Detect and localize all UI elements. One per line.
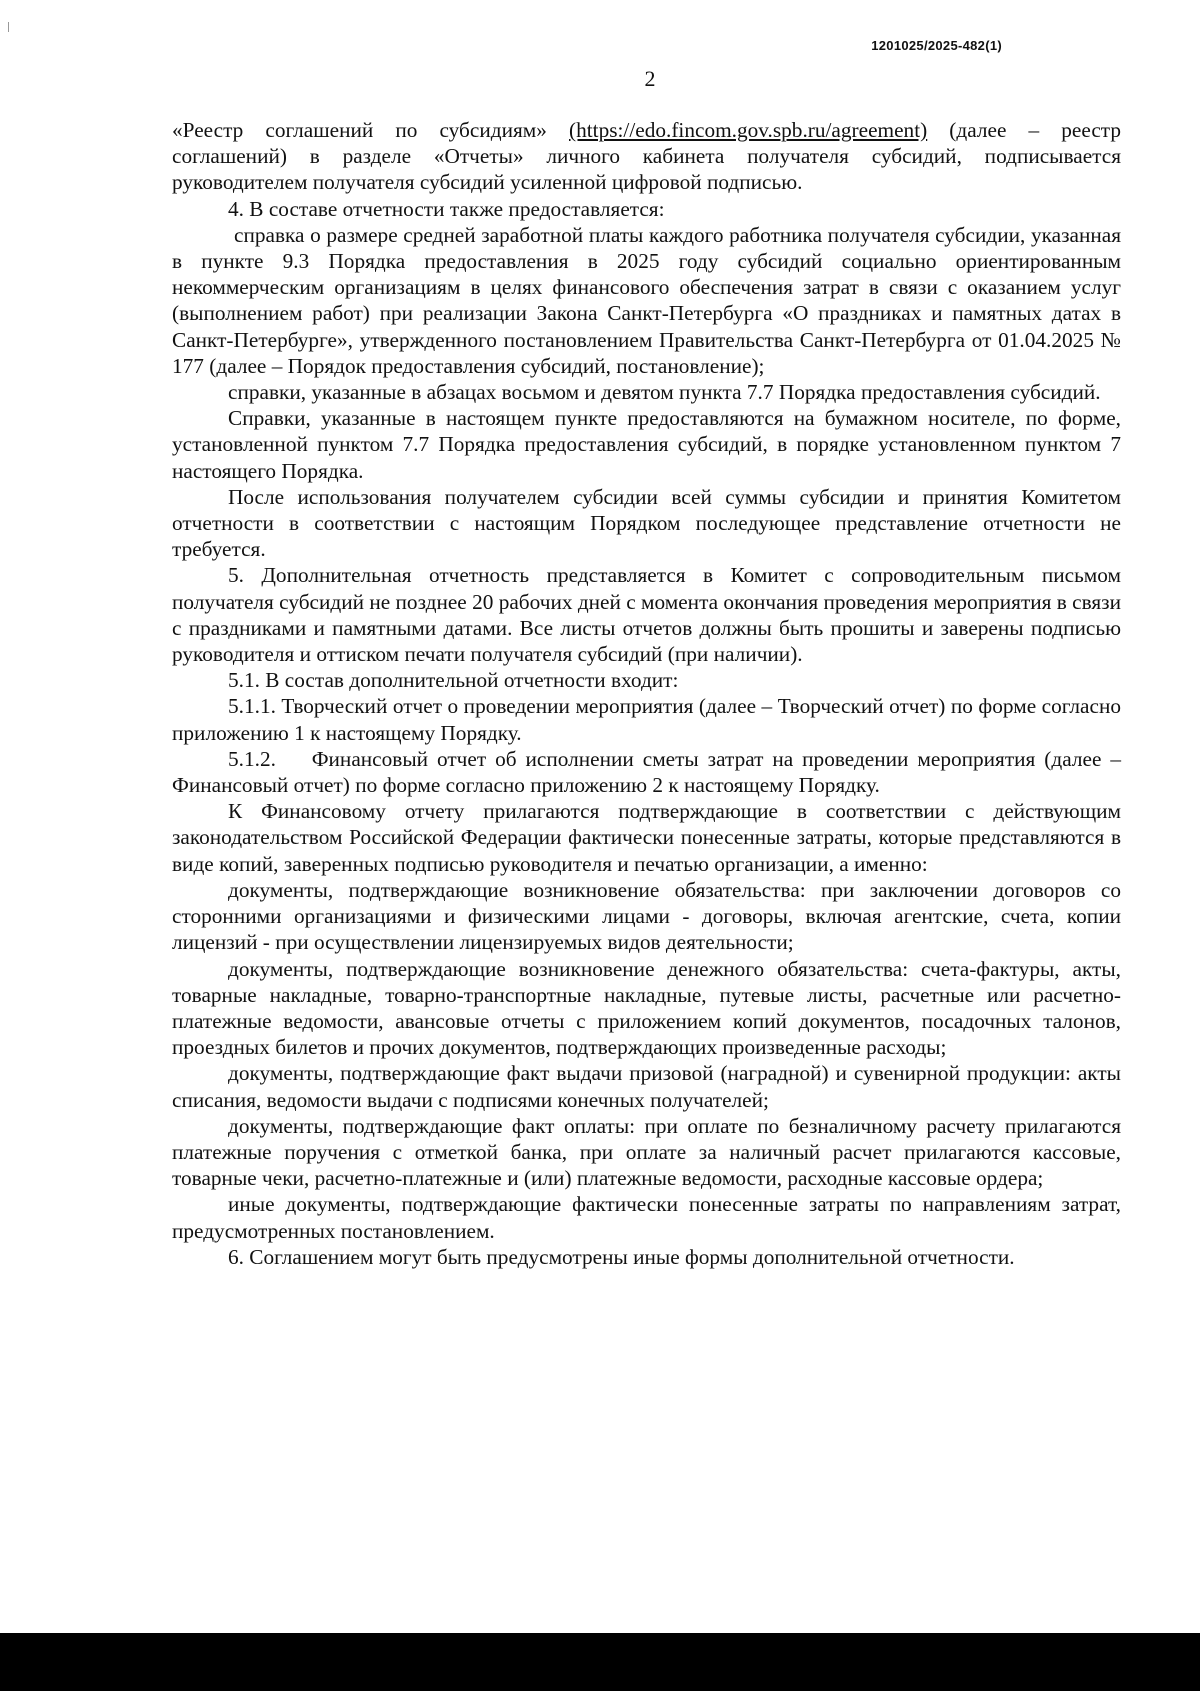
paragraph-clause-4: 4. В составе отчетности также предоставляется: bbox=[228, 196, 665, 221]
paragraph-certificates-7-7: справки, указанные в абзацах восьмом и девятом пункта 7.7 Порядка предоставления субсидий. bbox=[228, 380, 1101, 405]
document-body bbox=[172, 117, 1127, 1270]
paragraph-text: «Реестр соглашений по субсидиям» bbox=[172, 118, 569, 142]
paragraph-clause-5-1: 5.1. В состав дополнительной отчетности входит: bbox=[228, 668, 679, 693]
paragraph-clause-6: 6. Соглашением могут быть предусмотрены иные формы дополнительной отчетности. bbox=[228, 1244, 1015, 1269]
paragraph-certificates-paper: Справки, указанные в настоящем пункте предоставляются на бумажном носителе, по форме, установленной пунктом 7.7 Порядка предоставления субсидий, в порядке установленном пунктом 7 настоящего Порядка. bbox=[172, 406, 1121, 483]
paragraph-clause-5: 5. Дополнительная отчетность представляется в Комитет с сопроводительным письмом получателя субсидий не позднее 20 рабочих дней с момента окончания проведения мероприятия в связи с праздниками и памятными датами. Все листы отчетов должны быть прошиты и заверены подписью руководителя и оттиском печати получателя субсидий (при наличии). bbox=[172, 563, 1121, 667]
paragraph-financial-report-attachments: К Финансовому отчету прилагаются подтверждающие в соответствии с действующим законодательством Российской Федерации фактически понесенные затраты, которые представляются в виде копий, заверенных подписью руководителя и печатью организации, а именно: bbox=[172, 799, 1121, 876]
paragraph-salary-certificate: справка о размере средней заработной платы каждого работника получателя субсидии, указанная в пункте 9.3 Порядка предоставления в 2025 году субсидий социально ориентированным некоммерческим организациям в целях финансового обеспечения затрат в связи с оказанием услуг (выполнением работ) при реализации Закона Санкт-Петербурга «О праздниках и памятных датах в Санкт-Петербурге», утвержденного постановлением Правительства Санкт-Петербурга от 01.04.2025 № 177 (далее – Порядок предоставления субсидий, постановление); bbox=[172, 222, 1121, 378]
paragraph-prize-documents: документы, подтверждающие факт выдачи призовой (наградной) и сувенирной продукции: акты списания, ведомости выдачи с подписями конечных получателей; bbox=[172, 1061, 1121, 1112]
paragraph-clause-5-1-2: 5.1.2. Финансовый отчет об исполнении сметы затрат на проведении мероприятия (далее – Финансовый отчет) по форме согласно приложению 2 к настоящему Порядку. bbox=[172, 746, 1127, 798]
scan-bottom-border bbox=[0, 1633, 1200, 1691]
paragraph-no-further-reporting: После использования получателем субсидии всей суммы субсидии и принятия Комитетом отчетности в соответствии с настоящим Порядком последующее представление отчетности не требуется. bbox=[172, 484, 1121, 562]
paragraph-obligation-documents: документы, подтверждающие возникновение обязательства: при заключении договоров со сторонними организациями и физическими лицами - договоры, включая агентские, счета, копии лицензий - при осуществлении лицензируемых видов деятельности; bbox=[172, 877, 1121, 955]
paragraph-payment-documents: документы, подтверждающие факт оплаты: при оплате по безналичному расчету прилагаются платежные поручения с отметкой банка, при оплате за наличный расчет прилагаются кассовые, товарные чеки, расчетно-платежные и (или) платежные ведомости, расходные кассовые ордера; bbox=[172, 1113, 1121, 1191]
page-number: 2 bbox=[644, 66, 656, 91]
agreement-registry-link[interactable]: (https://edo.fincom.gov.spb.ru/agreement) bbox=[569, 118, 928, 142]
paragraph-clause-5-1-1: 5.1.1. Творческий отчет о проведении мероприятия (далее – Творческий отчет) по форме согласно приложению 1 к настоящему Порядку. bbox=[172, 694, 1121, 745]
paragraph-registry-continuation bbox=[172, 117, 1121, 196]
document-registration-number: 1201025/2025-482(1) bbox=[871, 38, 1002, 53]
paragraph-other-documents: иные документы, подтверждающие фактически понесенные затраты по направлениям затрат, предусмотренных постановлением. bbox=[172, 1192, 1121, 1243]
scan-edge-mark bbox=[8, 22, 9, 32]
paragraph-text: (далее – реестр соглашений) в разделе «Отчеты» личного кабинета получателя субсидий, подписывается руководителем получателя субсидий усиленной цифровой подписью. bbox=[172, 118, 1121, 195]
paragraph-monetary-obligation-documents: документы, подтверждающие возникновение денежного обязательства: счета-фактуры, акты, товарные накладные, товарно-транспортные накладные, путевые листы, расчетные или расчетно-платежные ведомости, авансовые отчеты с приложением копий документов, посадочных талонов, проездных билетов и прочих документов, подтверждающих произведенные расходы; bbox=[172, 956, 1121, 1060]
